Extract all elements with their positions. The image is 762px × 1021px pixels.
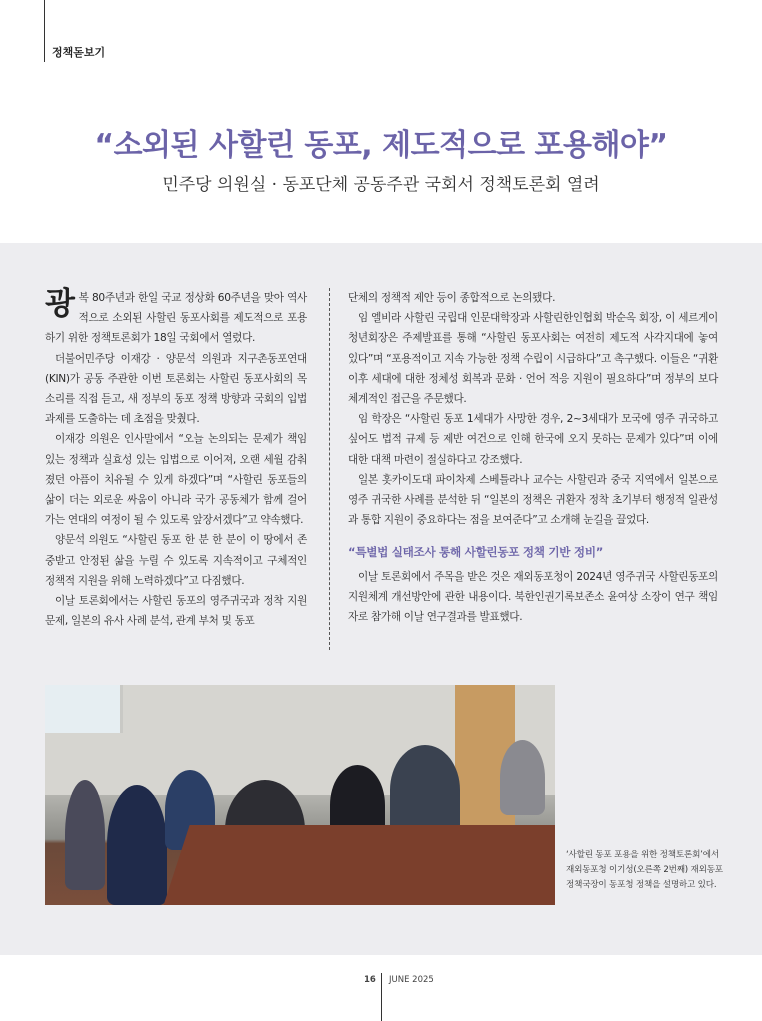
footer-rule: [381, 973, 382, 1021]
forum-photo: [45, 685, 555, 905]
paragraph: 양문석 의원도 “사할린 동포 한 분 한 분이 이 땅에서 존중받고 안정된 삶을 누릴 수 있도록 지속적이고 구체적인 정책적 지원을 위해 노력하겠다”고 다짐했다.: [45, 534, 307, 587]
photo-window: [45, 685, 123, 733]
column-divider: [329, 288, 330, 650]
photo-caption: ‘사할린 동포 포용을 위한 정책토론회’에서 재외동포청 이기성(오른쪽 2번째) 재외동포정책국장이 동포청 정책을 설명하고 있다.: [566, 850, 723, 890]
paragraph: 임 엘비라 사할린 국립대 인문대학장과 사할린한인협회 박순옥 회장, 이 세르게이 청년회장은 주제발표를 통해 “사할린 동포사회는 여전히 제도적 사각지대에 놓여 있다”며 “포용적이고 지속 가능한 정책 수립이 시급하다”고 촉구했다. 이들은 “귀환 이후 세대에 대한 정체성 회복과 문화 · 언어 적응 지원이 필요하다”며 정부의 보다 체계적인 접근을 주문했다.: [348, 312, 718, 406]
paragraph-text: 복 80주년과 한일 국교 정상화 60주년을 맞아 역사적으로 소외된 사할린 동포사회를 제도적으로 포용하기 위한 정책토론회가 18일 국회에서 열렸다.: [45, 292, 307, 345]
paragraph: 임 학장은 “사할린 동포 1세대가 사망한 경우, 2~3세대가 모국에 영주 귀국하고 싶어도 법적 규제 등 제반 여건으로 인해 한국에 오지 못하는 문제가 있다”며 이에 대한 대책 마련이 절실하다고 강조했다.: [348, 413, 718, 466]
photo-person: [65, 780, 105, 890]
section-label: 정책돋보기: [52, 46, 106, 59]
paragraph: 단체의 정책적 제안 등이 종합적으로 논의됐다.: [348, 292, 556, 304]
paragraph: 더불어민주당 이재강 · 양문석 의원과 지구촌동포연대(KIN)가 공동 주관한 이번 토론회는 사할린 동포사회의 목소리를 직접 듣고, 새 정부의 동포 정책 방향과 국회의 입법 과제를 도출하는 데 초점을 맞췄다.: [45, 352, 307, 426]
left-column: [45, 288, 307, 631]
issue-date: JUNE 2025: [389, 975, 434, 985]
article-subtitle: 민주당 의원실 · 동포단체 공동주관 국회서 정책토론회 열려: [162, 175, 600, 195]
paragraph: 이날 토론회에서 주목을 받은 것은 재외동포청이 2024년 영주귀국 사할린동포의 지원체계 개선방안에 관한 내용이다. 북한인권기록보존소 윤여상 소장이 연구 책임자로 참가해 이날 연구결과를 발표했다.: [348, 570, 718, 624]
right-column: [348, 288, 718, 627]
photo-person: [390, 745, 460, 835]
photo-table: [160, 825, 555, 905]
photo-person: [500, 740, 545, 815]
paragraph: 이재강 의원은 인사말에서 “오늘 논의되는 문제가 책임 있는 정책과 실효성 있는 입법으로 이어져, 오랜 세월 감춰졌던 아픔이 치유될 수 있게 하겠다”며 “사할린 동포들의 삶이 더는 외로운 싸움이 아니라 국가 공동체가 함께 걸어가는 연대의 여정이 될 수 있도록 앞장서겠다”고 약속했다.: [45, 433, 307, 527]
paragraph: 이날 토론회에서는 사할린 동포의 영주귀국과 정착 지원 문제, 일본의 유사 사례 분석, 관계 부처 및 동포: [45, 595, 307, 628]
photo-person: [107, 785, 167, 905]
page-number: 16: [364, 975, 376, 985]
section-subhead: “특별법 실태조사 통해 사할린동포 정책 기반 정비”: [348, 545, 604, 560]
top-rule: [44, 0, 45, 62]
paragraph-intro: [45, 288, 307, 349]
article-title: “소외된 사할린 동포, 제도적으로 포용해야”: [94, 128, 668, 163]
dropcap: 광: [45, 286, 75, 322]
paragraph: 일본 홋카이도대 파이차제 스베틀라나 교수는 사할린과 중국 지역에서 일본으로 영주 귀국한 사례를 분석한 뒤 “일본의 정책은 귀환자 정착 초기부터 행정적 일관성과 통합 지원이 중요하다는 점을 보여준다”고 소개해 눈길을 끌었다.: [348, 473, 718, 527]
